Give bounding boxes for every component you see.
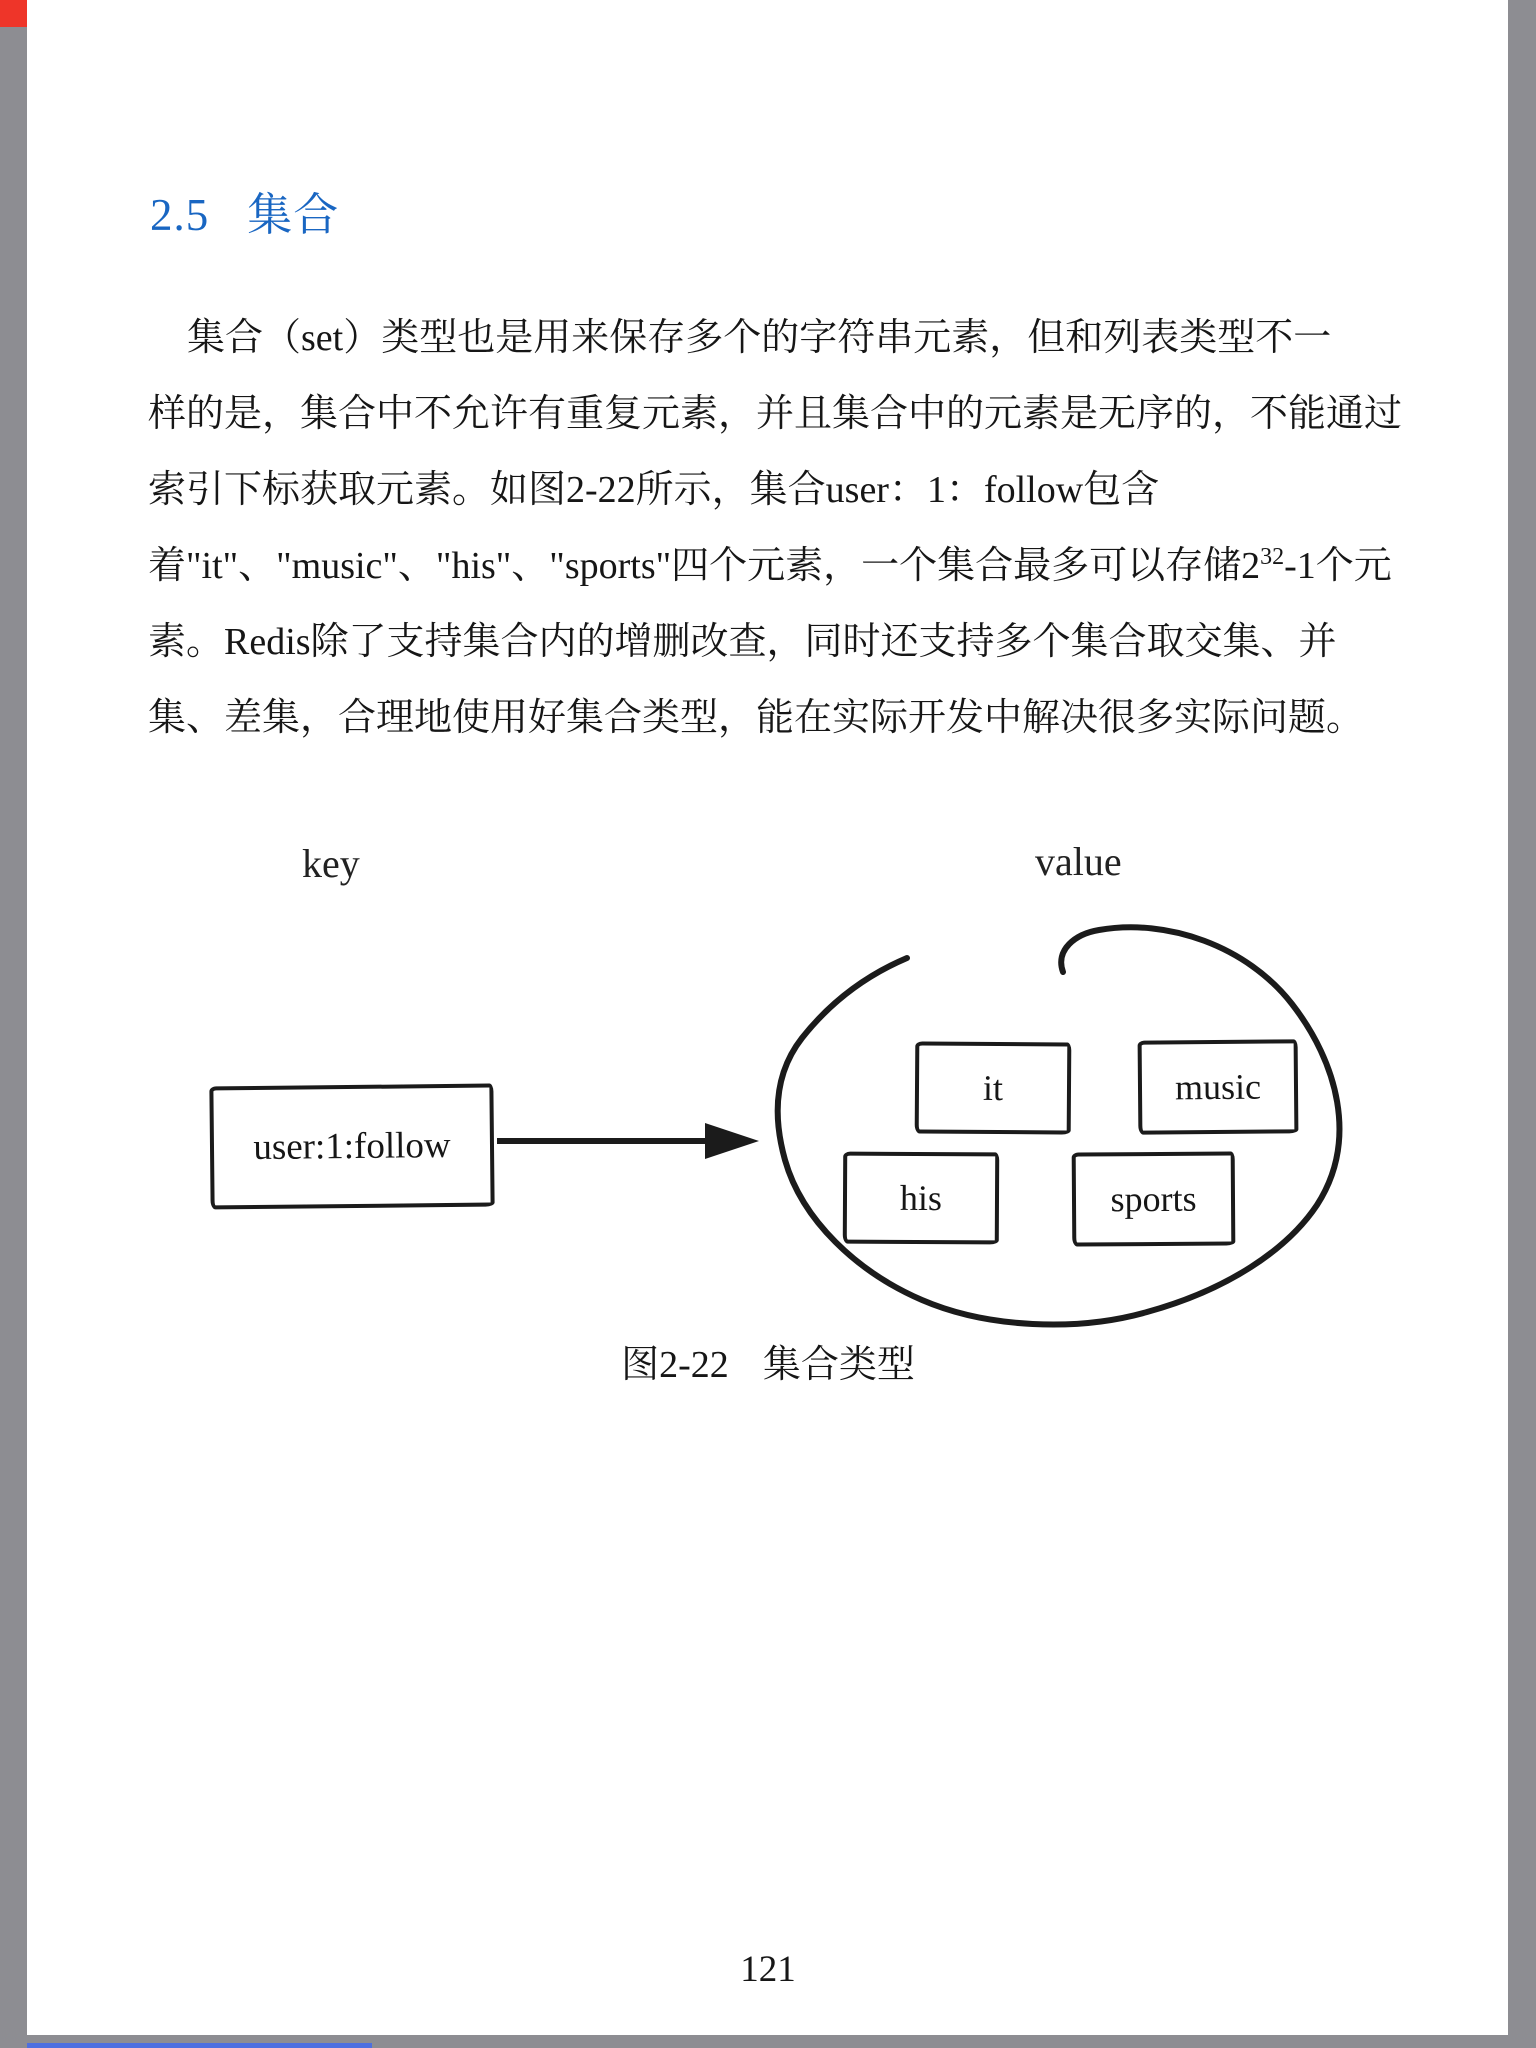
set-member-text: music [1174, 1066, 1262, 1108]
page-number: 121 [740, 1949, 796, 1990]
set-member-text: his [899, 1177, 943, 1219]
reader-left-frame [0, 0, 27, 2048]
figure-value-label: value [1035, 839, 1122, 884]
figure-key-label: key [302, 841, 360, 886]
figure-caption-title: 集合类型 [762, 1344, 915, 1386]
set-member-box [843, 1152, 999, 1245]
section-heading [150, 178, 339, 243]
set-member-box [1138, 1039, 1299, 1134]
set-member-box [915, 1041, 1072, 1134]
exponent-32: 32 [1260, 544, 1285, 570]
set-member-text: it [982, 1067, 1004, 1109]
paragraph-line [148, 528, 1408, 604]
figure-caption [0, 1333, 1536, 1388]
paragraph-line: 集合（set）类型也是用来保存多个的字符串元素，但和列表类型不一 [187, 317, 1332, 359]
section-number: 2.5 [150, 190, 210, 240]
set-member-box [1072, 1151, 1236, 1246]
arrow-right-icon [495, 1115, 763, 1167]
key-box-text: user:1:follow [253, 1124, 451, 1169]
paragraph-line-4-text: 着"it"、"music"、"his"、"sports"四个元素，一个集合最多可以存储2 [148, 545, 1261, 587]
paragraph-line: 索引下标获取元素。如图2-22所示，集合user：1：follow包含 [148, 469, 1160, 511]
paragraph-line: 集、差集，合理地使用好集合类型，能在实际开发中解决很多实际问题。 [148, 697, 1365, 739]
section-title: 集合 [247, 190, 340, 240]
key-box [209, 1084, 494, 1210]
figure-caption-number: 图2-22 [621, 1344, 729, 1386]
paragraph-line-4-tail: -1个元 [1284, 545, 1392, 587]
corner-red-marker [0, 0, 27, 27]
reader-right-frame [1508, 0, 1536, 2048]
body-paragraph [148, 300, 1408, 756]
paragraph-line: 样的是，集合中不允许有重复元素，并且集合中的元素是无序的，不能通过 [148, 393, 1403, 435]
reading-progress-bar[interactable] [27, 2043, 372, 2048]
set-member-text: sports [1110, 1178, 1197, 1220]
paragraph-line: 素。Redis除了支持集合内的增删改查，同时还支持多个集合取交集、并 [148, 621, 1337, 663]
